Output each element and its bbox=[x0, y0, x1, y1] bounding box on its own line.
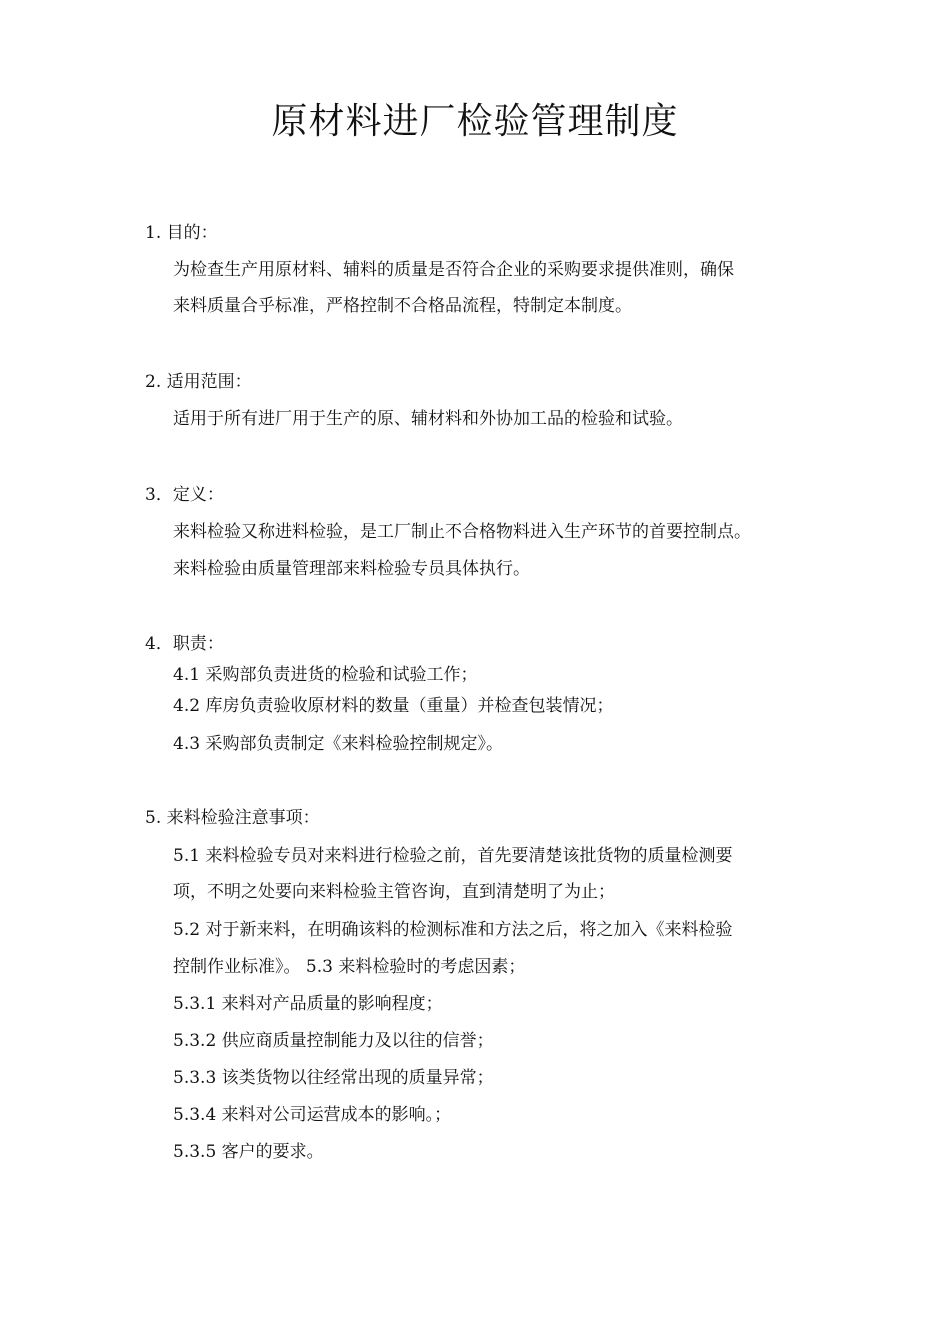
paragraph-line: 5.1 来料检验专员对来料进行检验之前，首先要清楚该批货物的质量检测要 bbox=[173, 846, 733, 866]
section-heading-responsibilities: 4．职责： bbox=[145, 634, 224, 654]
list-item: 5.3.3 该类货物以往经常出现的质量异常； bbox=[173, 1068, 494, 1088]
section-heading-scope: 2. 适用范围： bbox=[145, 372, 252, 392]
paragraph-line: 适用于所有进厂用于生产的原、辅材料和外协加工品的检验和试验。 bbox=[173, 409, 683, 429]
paragraph-line: 来料质量合乎标准，严格控制不合格品流程，特制定本制度。 bbox=[173, 296, 632, 316]
list-item: 5.3.2 供应商质量控制能力及以往的信誉； bbox=[173, 1031, 494, 1051]
list-item: 5.3.4 来料对公司运营成本的影响。； bbox=[173, 1105, 452, 1125]
paragraph-line: 控制作业标准》。 5.3 来料检验时的考虑因素； bbox=[173, 957, 526, 977]
document-title: 原材料进厂检验管理制度 bbox=[271, 101, 679, 142]
paragraph-line: 来料检验由质量管理部来料检验专员具体执行。 bbox=[173, 559, 530, 579]
paragraph-line: 5.2 对于新来料，在明确该料的检测标准和方法之后，将之加入《来料检验 bbox=[173, 920, 733, 940]
list-item: 5.3.1 来料对产品质量的影响程度； bbox=[173, 994, 443, 1014]
list-item: 5.3.5 客户的要求。 bbox=[173, 1142, 324, 1162]
section-heading-purpose: 1. 目的： bbox=[145, 223, 218, 243]
section-heading-inspection-notes: 5. 来料检验注意事项： bbox=[145, 808, 320, 828]
list-item: 4.3 采购部负责制定《来料检验控制规定》。 bbox=[173, 734, 503, 754]
paragraph-line: 来料检验又称进料检验，是工厂制止不合格物料进入生产环节的首要控制点。 bbox=[173, 522, 751, 542]
list-item: 4.1 采购部负责进货的检验和试验工作； bbox=[173, 665, 478, 685]
section-heading-definition: 3．定义： bbox=[145, 485, 224, 505]
paragraph-line: 项，不明之处要向来料检验主管咨询，直到清楚明了为止； bbox=[173, 882, 615, 902]
list-item: 4.2 库房负责验收原材料的数量（重量）并检查包装情况； bbox=[173, 696, 614, 716]
paragraph-line: 为检查生产用原材料、辅料的质量是否符合企业的采购要求提供准则，确保 bbox=[173, 260, 734, 280]
